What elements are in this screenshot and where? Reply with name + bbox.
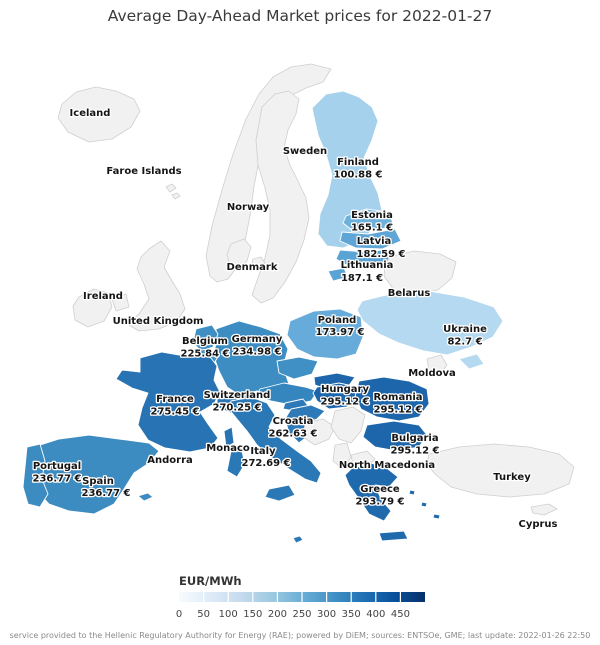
country-italy (265, 485, 295, 501)
label-north-macedonia: North Macedonia (338, 460, 436, 471)
label-cyprus: Cyprus (518, 519, 558, 530)
label-monaco: Monaco (206, 443, 250, 454)
label-latvia: Latvia (356, 236, 392, 247)
value-ukraine: 82.7 € (447, 336, 483, 348)
legend-tick-150: 150 (243, 609, 263, 620)
country-spain (138, 493, 153, 501)
label-romania: Romania (373, 392, 423, 403)
country-faroe-islands (166, 184, 176, 192)
country-malta (293, 536, 303, 543)
country-greece (409, 490, 415, 495)
value-switzerland: 270.25 € (212, 402, 262, 414)
country-faroe-islands (172, 193, 180, 199)
label-belgium: Belgium (182, 336, 228, 347)
label-lithuania: Lithuania (340, 260, 394, 271)
label-spain: Spain (82, 476, 114, 487)
label-estonia: Estonia (351, 210, 393, 221)
label-croatia: Croatia (272, 416, 314, 427)
label-faroe-islands: Faroe Islands (106, 166, 182, 177)
country-greece (379, 531, 408, 541)
legend-tick-250: 250 (292, 609, 312, 620)
label-andorra: Andorra (147, 455, 193, 466)
value-romania: 295.12 € (373, 404, 423, 416)
label-iceland: Iceland (69, 108, 111, 119)
legend-tick-200: 200 (267, 609, 287, 620)
label-france: France (156, 394, 194, 405)
value-spain: 236.77 € (81, 488, 131, 499)
value-croatia: 262.63 € (268, 428, 318, 440)
value-greece: 293.79 € (355, 496, 405, 508)
legend-tick-400: 400 (366, 609, 386, 620)
label-united-kingdom: United Kingdom (112, 316, 204, 327)
legend-tick-100: 100 (218, 609, 238, 620)
legend-tick-350: 350 (341, 609, 361, 620)
legend-title: EUR/MWh (179, 574, 242, 588)
value-germany: 234.98 € (232, 346, 282, 358)
page-title: Average Day-Ahead Market prices for 2022-01-27 (107, 7, 493, 25)
country-cyprus (531, 504, 557, 515)
label-bulgaria: Bulgaria (391, 433, 439, 444)
value-lithuania: 187.1 € (340, 273, 384, 284)
country-greece (433, 514, 440, 519)
label-greece: Greece (360, 484, 400, 495)
label-finland: Finland (337, 157, 379, 168)
value-belgium: 225.84 € (180, 348, 230, 360)
value-hungary: 295.12 € (320, 396, 370, 408)
value-france: 275.45 € (150, 406, 200, 418)
value-latvia: 182.59 € (356, 249, 406, 260)
value-italy: 272.69 € (241, 458, 291, 469)
value-bulgaria: 295.12 € (390, 445, 440, 457)
label-portugal: Portugal (32, 461, 82, 472)
value-poland: 173.97 € (315, 327, 365, 338)
value-portugal: 236.77 € (32, 473, 82, 485)
legend-ticks (176, 609, 410, 620)
map-layer (23, 64, 574, 543)
label-moldova: Moldova (408, 368, 456, 379)
label-hungary: Hungary (321, 384, 369, 395)
legend-tick-50: 50 (197, 609, 210, 620)
legend-tick-0: 0 (175, 609, 183, 620)
country-serbia (331, 407, 365, 443)
label-norway: Norway (226, 202, 270, 213)
legend-tick-450: 450 (390, 609, 410, 620)
legend-tick-300: 300 (317, 609, 337, 620)
label-ukraine: Ukraine (443, 324, 487, 335)
label-switzerland: Switzerland (203, 390, 271, 401)
value-estonia: 165.1 € (350, 222, 394, 234)
country-greece (421, 502, 427, 507)
label-turkey: Turkey (493, 472, 531, 483)
footer-text: service provided to the Hellenic Regulatory Authority for Energy (RAE); powered by DiEM; sources: ENTSOe, GME; last update: 2022-01-26 22:50 (9, 631, 591, 640)
label-denmark: Denmark (226, 262, 278, 273)
label-italy: Italy (250, 446, 276, 457)
label-poland: Poland (317, 315, 357, 326)
country-ukraine (459, 354, 484, 369)
label-belarus: Belarus (387, 288, 431, 299)
label-sweden: Sweden (282, 146, 328, 157)
legend (176, 574, 425, 620)
label-ireland: Ireland (83, 291, 123, 302)
label-germany: Germany (231, 334, 283, 345)
country-turkey (427, 444, 574, 497)
value-finland: 100.88 € (333, 169, 383, 181)
